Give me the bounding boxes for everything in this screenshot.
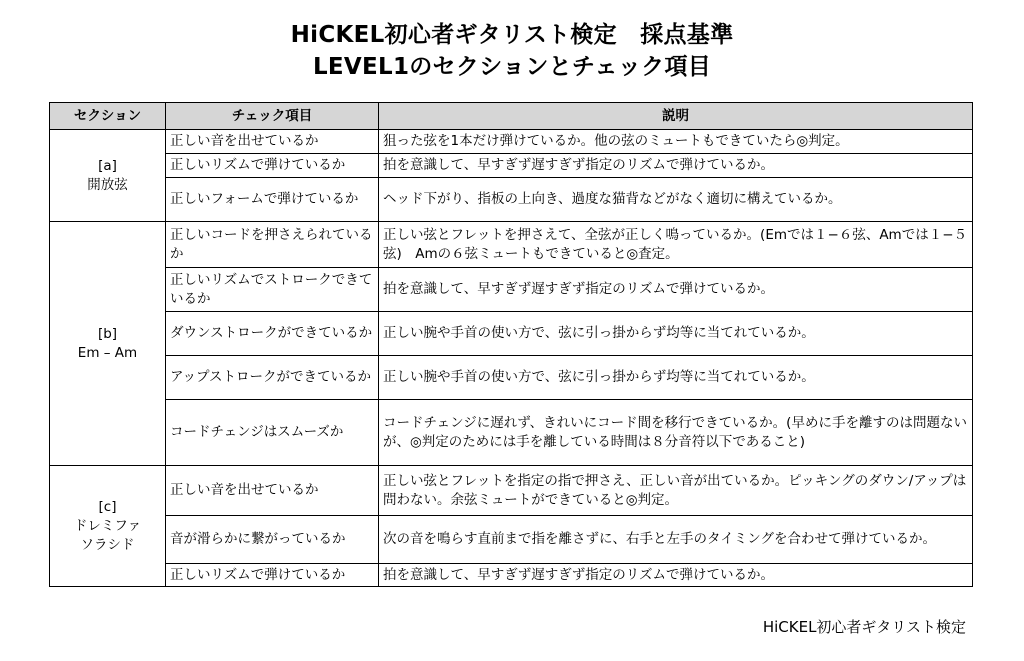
check-item: コードチェンジはスムーズか	[166, 400, 379, 466]
description: 正しい腕や手首の使い方で、弦に引っ掛からず均等に当てれているか。	[379, 356, 973, 400]
table-row	[50, 178, 973, 222]
header-section: セクション	[50, 103, 166, 130]
criteria-table	[49, 102, 973, 587]
section-code: [a]	[98, 157, 117, 174]
description: ヘッド下がり、指板の上向き、過度な猫背などがなく適切に構えているか。	[379, 178, 973, 222]
header-item: チェック項目	[166, 103, 379, 130]
footer-brand: HiCKEL初心者ギタリスト検定	[762, 618, 966, 636]
header-description: 説明	[379, 103, 973, 130]
section-name: ドレミファ	[73, 517, 142, 534]
table-header-row	[50, 103, 973, 130]
check-item: ダウンストロークができているか	[166, 312, 379, 356]
section-name: ソラシド	[80, 536, 135, 553]
check-item: 正しいリズムで弾けているか	[166, 564, 379, 587]
description: 狙った弦を1本だけ弾けているか。他の弦のミュートもできていたら◎判定。	[379, 130, 973, 154]
description: 正しい弦とフレットを押さえて、全弦が正しく鳴っているか。(Emでは１−６弦、Amでは１−５弦) Amの６弦ミュートもできていると◎査定。	[379, 222, 973, 268]
table-row	[50, 130, 973, 154]
table-row	[50, 312, 973, 356]
page-title: HiCKEL初心者ギタリスト検定 採点基準	[290, 22, 734, 48]
section-code: [b]	[97, 325, 118, 342]
section-cell-c	[50, 466, 166, 587]
table-row	[50, 466, 973, 516]
table-row	[50, 222, 973, 268]
check-item: 正しい音を出せているか	[166, 130, 379, 154]
section-cell-a	[50, 130, 166, 222]
section-cell-b	[50, 222, 166, 466]
check-item: 正しい音を出せているか	[166, 466, 379, 516]
description: コードチェンジに遅れず、きれいにコード間を移行できているか。(早めに手を離すのは問題ないが、◎判定のためには手を離している時間は８分音符以下であること)	[379, 400, 973, 466]
table-row	[50, 564, 973, 587]
description: 正しい弦とフレットを指定の指で押さえ、正しい音が出ているか。ピッキングのダウン/アップは問わない。余弦ミュートができていると◎判定。	[379, 466, 973, 516]
section-name: Em – Am	[77, 344, 138, 361]
table-row	[50, 356, 973, 400]
check-item: 正しいリズムでストロークできているか	[166, 268, 379, 312]
check-item: アップストロークができているか	[166, 356, 379, 400]
description: 次の音を鳴らす直前まで指を離さずに、右手と左手のタイミングを合わせて弾けているか。	[379, 516, 973, 564]
page-subtitle: LEVEL1のセクションとチェック項目	[312, 54, 712, 80]
description: 正しい腕や手首の使い方で、弦に引っ掛からず均等に当てれているか。	[379, 312, 973, 356]
check-item: 正しいフォームで弾けているか	[166, 178, 379, 222]
table-row	[50, 268, 973, 312]
table-row	[50, 154, 973, 178]
section-code: [c]	[98, 498, 117, 515]
description: 拍を意識して、早すぎず遅すぎず指定のリズムで弾けているか。	[379, 564, 973, 587]
description: 拍を意識して、早すぎず遅すぎず指定のリズムで弾けているか。	[379, 268, 973, 312]
description: 拍を意識して、早すぎず遅すぎず指定のリズムで弾けているか。	[379, 154, 973, 178]
table-row	[50, 400, 973, 466]
check-item: 正しいコードを押さえられているか	[166, 222, 379, 268]
section-name: 開放弦	[87, 176, 128, 193]
check-item: 音が滑らかに繋がっているか	[166, 516, 379, 564]
table-row	[50, 516, 973, 564]
check-item: 正しいリズムで弾けているか	[166, 154, 379, 178]
